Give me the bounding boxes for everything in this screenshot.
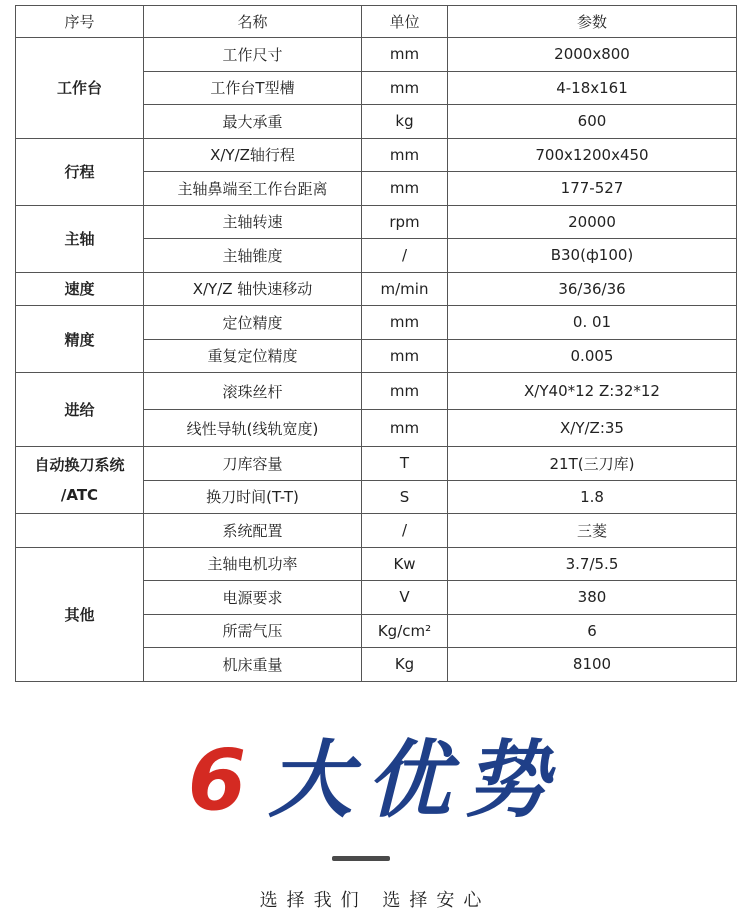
header-unit: 单位 xyxy=(362,6,448,38)
row-unit: mm xyxy=(362,306,448,340)
table-row xyxy=(16,272,737,306)
header-param: 参数 xyxy=(448,6,737,38)
row-unit: Kw xyxy=(362,547,448,581)
row-name: 换刀时间(T-T) xyxy=(144,480,362,514)
group-empty xyxy=(16,514,144,548)
table-row xyxy=(16,547,737,581)
group-other: 其他 xyxy=(16,547,144,681)
heading-divider xyxy=(332,856,390,861)
row-name: 主轴鼻端至工作台距离 xyxy=(144,172,362,206)
group-travel: 行程 xyxy=(16,138,144,205)
group-speed: 速度 xyxy=(16,272,144,306)
row-unit: Kg xyxy=(362,648,448,682)
row-name: 刀库容量 xyxy=(144,447,362,481)
advantages-title: 大优势 xyxy=(268,731,563,829)
row-unit: mm xyxy=(362,138,448,172)
row-unit: T xyxy=(362,447,448,481)
row-unit: kg xyxy=(362,105,448,139)
advantages-heading xyxy=(0,725,750,835)
spec-table xyxy=(15,5,737,682)
row-unit: mm xyxy=(362,339,448,373)
row-name: 电源要求 xyxy=(144,581,362,615)
row-value: 0.005 xyxy=(448,339,737,373)
row-unit: mm xyxy=(362,172,448,206)
row-value: 380 xyxy=(448,581,737,615)
row-unit: mm xyxy=(362,38,448,72)
row-value: 20000 xyxy=(448,205,737,239)
advantages-number: 6 xyxy=(187,731,261,829)
row-name: 线性导轨(线轨宽度) xyxy=(144,410,362,447)
row-name: 定位精度 xyxy=(144,306,362,340)
row-value: X/Y40*12 Z:32*12 xyxy=(448,373,737,410)
row-unit: S xyxy=(362,480,448,514)
row-value: 1.8 xyxy=(448,480,737,514)
row-value: 3.7/5.5 xyxy=(448,547,737,581)
row-name: 滚珠丝杆 xyxy=(144,373,362,410)
row-value: 600 xyxy=(448,105,737,139)
table-row xyxy=(16,514,737,548)
table-row xyxy=(16,38,737,72)
row-name: 主轴转速 xyxy=(144,205,362,239)
row-value: 6 xyxy=(448,614,737,648)
group-feed: 进给 xyxy=(16,373,144,447)
tagline: 选择我们 选择安心 xyxy=(259,890,491,911)
row-unit: V xyxy=(362,581,448,615)
row-name: 系统配置 xyxy=(144,514,362,548)
row-name: 机床重量 xyxy=(144,648,362,682)
row-unit: m/min xyxy=(362,272,448,306)
row-unit: mm xyxy=(362,373,448,410)
row-name: 主轴电机功率 xyxy=(144,547,362,581)
row-name: 重复定位精度 xyxy=(144,339,362,373)
header-name: 名称 xyxy=(144,6,362,38)
row-unit: rpm xyxy=(362,205,448,239)
row-name: 所需气压 xyxy=(144,614,362,648)
row-name: 最大承重 xyxy=(144,105,362,139)
row-unit: / xyxy=(362,239,448,273)
row-value: 2000x800 xyxy=(448,38,737,72)
row-value: 36/36/36 xyxy=(448,272,737,306)
header-index: 序号 xyxy=(16,6,144,38)
row-value: 4-18x161 xyxy=(448,71,737,105)
table-header-row xyxy=(16,6,737,38)
group-spindle: 主轴 xyxy=(16,205,144,272)
row-value: 8100 xyxy=(448,648,737,682)
row-unit: mm xyxy=(362,410,448,447)
row-name: 工作尺寸 xyxy=(144,38,362,72)
group-atc-line1: 自动换刀系统 xyxy=(34,456,125,474)
row-unit: Kg/cm² xyxy=(362,614,448,648)
row-value: B30(ф100) xyxy=(448,239,737,273)
group-workbench: 工作台 xyxy=(16,38,144,139)
row-name: 主轴锥度 xyxy=(144,239,362,273)
table-row xyxy=(16,138,737,172)
row-value: X/Y/Z:35 xyxy=(448,410,737,447)
row-name: X/Y/Z 轴快速移动 xyxy=(144,272,362,306)
group-atc xyxy=(16,447,144,514)
row-unit: / xyxy=(362,514,448,548)
table-row xyxy=(16,205,737,239)
table-row xyxy=(16,447,737,481)
row-value: 三菱 xyxy=(448,514,737,548)
row-name: 工作台T型槽 xyxy=(144,71,362,105)
table-row xyxy=(16,373,737,410)
group-atc-line2: /ATC xyxy=(60,486,99,504)
row-value: 21T(三刀库) xyxy=(448,447,737,481)
row-unit: mm xyxy=(362,71,448,105)
table-row xyxy=(16,306,737,340)
row-value: 700x1200x450 xyxy=(448,138,737,172)
row-name: X/Y/Z轴行程 xyxy=(144,138,362,172)
row-value: 0. 01 xyxy=(448,306,737,340)
row-value: 177-527 xyxy=(448,172,737,206)
group-precision: 精度 xyxy=(16,306,144,373)
